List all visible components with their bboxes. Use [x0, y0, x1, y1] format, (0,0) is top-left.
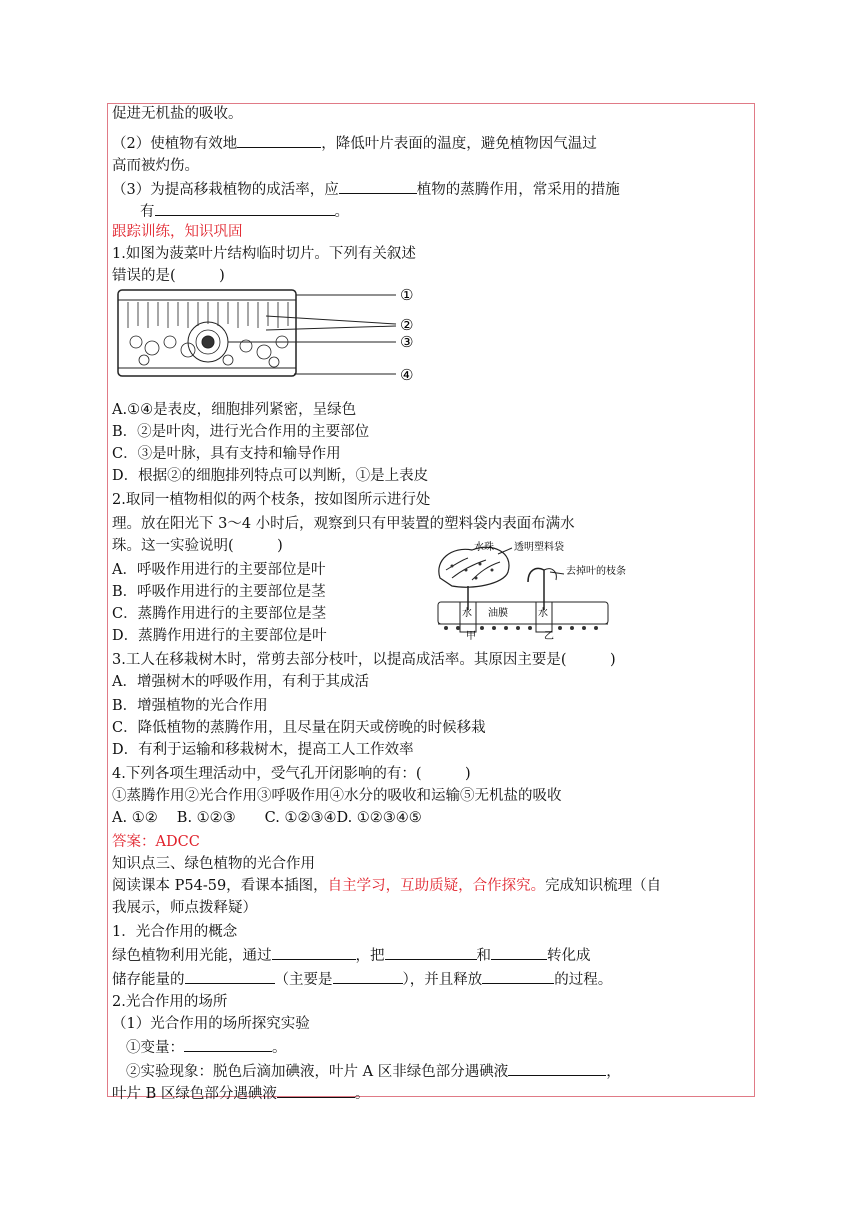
answer-blank[interactable]: [185, 968, 275, 984]
answer-blank[interactable]: [155, 200, 335, 216]
option-b: B．呼吸作用进行的主要部位是茎: [112, 584, 326, 600]
knowledge-point-heading: 知识点三、绿色植物的光合作用: [112, 856, 315, 872]
leaf-cross-section-figure: [116, 284, 426, 382]
question-1: 1.如图为菠菜叶片结构临时切片。下列有关叙述: [112, 246, 416, 262]
reading-instruction: 阅读课本 P54-59，看课本插图，自主学习，互助质疑，合作探究。完成知识梳理（自: [112, 878, 662, 894]
question-1-cont: 错误的是( ): [112, 268, 225, 284]
label-yi: 乙: [544, 631, 554, 640]
reading-instruction-cont: 我展示，师点拨释疑）: [112, 900, 257, 916]
option-a: A．增强树木的呼吸作用，有利于其成活: [112, 674, 369, 690]
label-water-drop: 水珠: [474, 542, 494, 553]
question-2: 2.取同一植物相似的两个枝条，按如图所示进行处: [112, 492, 431, 508]
fill-line: 有 。: [140, 200, 349, 222]
figure1-label-3: ③: [400, 333, 414, 351]
answer-blank[interactable]: [339, 178, 417, 194]
option-d: D．根据②的细胞排列特点可以判断，①是上表皮: [112, 468, 429, 484]
fill-line: 叶片 B 区绿色部分遇碘液 。: [112, 1082, 369, 1104]
option-a: A.①④是表皮，细胞排列紧密，呈绿色: [112, 402, 357, 418]
option-d: D．蒸腾作用进行的主要部位是叶: [112, 628, 327, 644]
answer-blank[interactable]: [237, 132, 321, 148]
text-line: 高而被灼伤。: [112, 158, 199, 174]
option-c: C．③是叶脉，具有支持和输导作用: [112, 446, 341, 462]
transpiration-experiment-figure: [432, 540, 628, 640]
fill-line: ①变量： 。: [126, 1036, 287, 1058]
option-d: D．有利于运输和移栽树木，提高工人工作效率: [112, 742, 414, 758]
question-2-cont: 珠。这一实验说明( ): [112, 538, 283, 554]
fill-line: （3）为提高移栽植物的成活率，应 植物的蒸腾作用，常采用的措施: [112, 178, 620, 200]
label-water-1: 水: [462, 608, 472, 619]
label-plastic-bag: 透明塑料袋: [514, 542, 564, 553]
question-4-options: A. ①② B. ①②③ C. ①②③④D. ①②③④⑤: [112, 810, 422, 826]
answer-blank[interactable]: [272, 944, 356, 960]
option-c: C．降低植物的蒸腾作用，且尽量在阴天或傍晚的时候移栽: [112, 720, 486, 736]
option-c: C．蒸腾作用进行的主要部位是茎: [112, 606, 327, 622]
answer-blank[interactable]: [508, 1060, 606, 1076]
answer-blank[interactable]: [277, 1082, 355, 1098]
option-b: B．增强植物的光合作用: [112, 698, 268, 714]
option-a: A．呼吸作用进行的主要部位是叶: [112, 562, 326, 578]
question-3: 3.工人在移栽树木时，常剪去部分枝叶，以提高成活率。其原因主要是( ): [112, 652, 616, 668]
figure1-label-1: ①: [400, 286, 414, 304]
answer-key: 答案：ADCC: [112, 834, 200, 850]
fill-line: ②实验现象：脱色后滴加碘液，叶片 A 区非绿色部分遇碘液 ，: [126, 1060, 621, 1082]
figure1-label-4: ④: [400, 366, 414, 382]
label-water-2: 水: [538, 608, 548, 619]
question-2-cont: 理。放在阳光下 3～4 小时后，观察到只有甲装置的塑料袋内表面布满水: [112, 516, 575, 532]
fill-line: 储存能量的 （主要是 ），并且释放 的过程。: [112, 968, 612, 990]
answer-blank[interactable]: [385, 944, 477, 960]
answer-blank[interactable]: [482, 968, 554, 984]
answer-blank[interactable]: [333, 968, 403, 984]
section-heading: 跟踪训练，知识巩固: [112, 224, 243, 240]
experiment-heading: （1）光合作用的场所探究实验: [112, 1016, 310, 1032]
question-4-items: ①蒸腾作用②光合作用③呼吸作用④水分的吸收和运输⑤无机盐的吸收: [112, 788, 562, 804]
option-b: B．②是叶肉，进行光合作用的主要部位: [112, 424, 370, 440]
fill-line: （2）使植物有效地 ，降低叶片表面的温度，避免植物因气温过: [112, 132, 597, 154]
label-oil-film: 油膜: [488, 608, 508, 619]
text-line: 促进无机盐的吸收。: [112, 106, 243, 122]
question-4: 4.下列各项生理活动中，受气孔开闭影响的有：( ): [112, 766, 471, 782]
site-heading: 2.光合作用的场所: [112, 994, 228, 1010]
answer-blank[interactable]: [491, 944, 547, 960]
label-removed-leaves: 去掉叶的枝条: [566, 566, 626, 577]
answer-blank[interactable]: [184, 1036, 272, 1052]
figure1-label-2: ②: [400, 316, 414, 334]
fill-line: 绿色植物利用光能，通过 ，把 和 转化成: [112, 944, 591, 966]
label-jia: 甲: [466, 631, 476, 640]
concept-heading: 1．光合作用的概念: [112, 924, 238, 940]
